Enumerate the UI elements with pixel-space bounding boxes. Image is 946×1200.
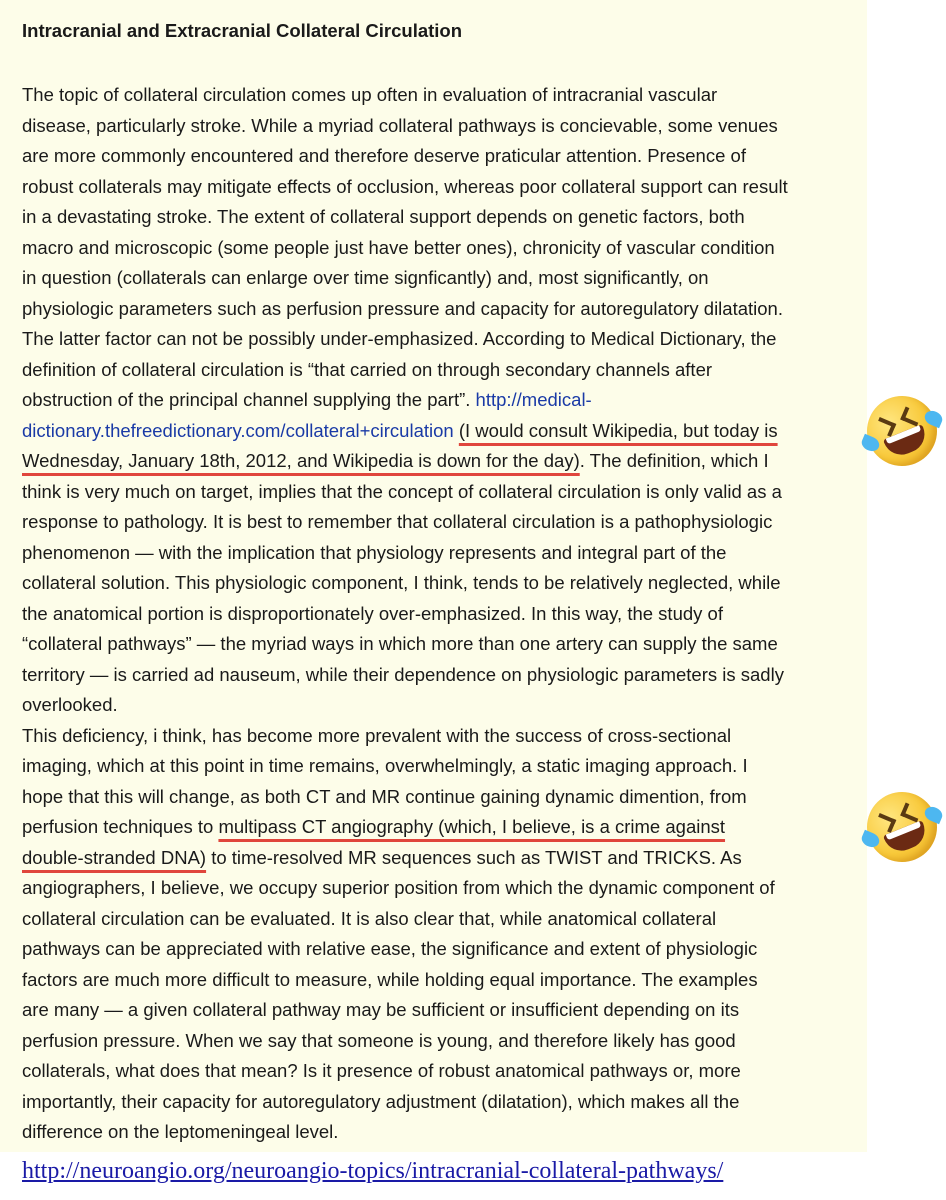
text-line	[22, 446, 867, 477]
text-line: physiologic parameters such as perfusion pressure and capacity for autoregulatory dilatation.	[22, 297, 783, 319]
text-line	[22, 843, 867, 874]
article-title: Intracranial and Extracranial Collateral Circulation	[22, 20, 463, 41]
highlighted-remark: double-stranded DNA)	[22, 846, 207, 868]
text-line: The latter factor can not be possibly under-emphasized. According to Medical Dictionary, the	[22, 328, 777, 349]
text-line: territory — is carried ad nauseum, while their dependence on physiologic parameters is sadly	[22, 663, 784, 685]
text-line: perfusion pressure. When we say that someone is young, and therefore likely has good	[22, 1029, 736, 1051]
text-line: response to pathology. It is best to remember that collateral circulation is a pathophysiologic	[22, 511, 773, 532]
rolling-laughing-emoji-icon	[856, 385, 946, 476]
text-line: This deficiency, i think, has become more prevalent with the success of cross-sectional	[22, 724, 732, 746]
text-line: macro and microscopic (some people just have better ones), chronicity of vascular condition	[22, 236, 775, 258]
text-line: phenomenon — with the implication that physiology represents and integral part of the	[22, 541, 727, 563]
text-line	[22, 416, 867, 447]
text-line: collaterals, what does that mean? Is it presence of robust anatomical pathways or, more	[22, 1060, 741, 1081]
text-line: definition of collateral circulation is “that carried on through secondary channels after	[22, 358, 713, 380]
text-line: “collateral pathways” — the myriad ways in which more than one artery can supply the same	[22, 633, 778, 654]
text-line: the anatomical portion is disproportionately over-emphasized. In this way, the study of	[22, 602, 723, 624]
text-segment: perfusion techniques to	[22, 816, 219, 837]
text-line: imaging, which at this point in time remains, overwhelmingly, a static imaging approach. I	[22, 755, 748, 776]
text-segment: . The definition, which I	[579, 450, 769, 471]
paragraph-1	[22, 80, 867, 721]
text-line	[22, 385, 867, 416]
highlighted-remark: Wednesday, January 18th, 2012, and Wikipedia is down for the day)	[22, 450, 580, 471]
text-line: in a devastating stroke. The extent of collateral support depends on genetic factors, both	[22, 206, 745, 227]
text-line: robust collaterals may mitigate effects of occlusion, whereas poor collateral support can result	[22, 175, 788, 197]
text-line: angiographers, I believe, we occupy superior position from which the dynamic component of	[22, 877, 775, 898]
text-line	[22, 812, 867, 843]
text-line: The topic of collateral circulation comes up often in evaluation of intracranial vascular	[22, 84, 718, 105]
text-line: pathways can be appreciated with relative ease, the significance and extent of physiologic	[22, 938, 758, 959]
text-line: collateral circulation can be evaluated. It is also clear that, while anatomical collateral	[22, 907, 717, 929]
highlighted-remark: (I would consult Wikipedia, but today is	[458, 419, 778, 441]
text-line: in question (collaterals can enlarge over time signficantly) and, most significantly, on	[22, 267, 709, 288]
text-line: importantly, their capacity for autoregulatory adjustment (dilatation), which makes all the	[22, 1090, 740, 1112]
highlighted-remark: multipass CT angiography (which, I believe, is a crime against	[218, 816, 726, 837]
text-line: think is very much on target, implies that the concept of collateral circulation is only valid as a	[22, 480, 782, 502]
text-line: hope that this will change, as both CT and MR continue gaining dynamic dimention, from	[22, 785, 747, 807]
text-segment: to time-resolved MR sequences such as TWIST and TRICKS. As	[206, 846, 742, 868]
source-url-link[interactable]: http://neuroangio.org/neuroangio-topics/intracranial-collateral-pathways/	[22, 1158, 724, 1184]
text-line: are many — a given collateral pathway may be sufficient or insufficient depending on its	[22, 999, 740, 1020]
text-line: factors are much more difficult to measure, while holding equal importance. The examples	[22, 968, 758, 990]
text-line: overlooked.	[22, 694, 118, 715]
article-body	[22, 80, 867, 1148]
text-line: difference on the leptomeningeal level.	[22, 1121, 339, 1142]
text-line: collateral solution. This physiologic component, I think, tends to be relatively neglected, while	[22, 572, 781, 593]
dictionary-link-continued[interactable]: dictionary.thefreedictionary.com/collateral+circulation	[22, 419, 454, 441]
text-line: disease, particularly stroke. While a myriad collateral pathways is concievable, some venues	[22, 114, 778, 136]
text-segment: obstruction of the principal channel supplying the part”.	[22, 389, 476, 410]
dictionary-link[interactable]: http://medical-	[475, 389, 592, 410]
text-line: are more commonly encountered and therefore deserve praticular attention. Presence of	[22, 145, 746, 166]
paragraph-2	[22, 721, 867, 1148]
rolling-laughing-emoji-icon	[856, 781, 946, 872]
